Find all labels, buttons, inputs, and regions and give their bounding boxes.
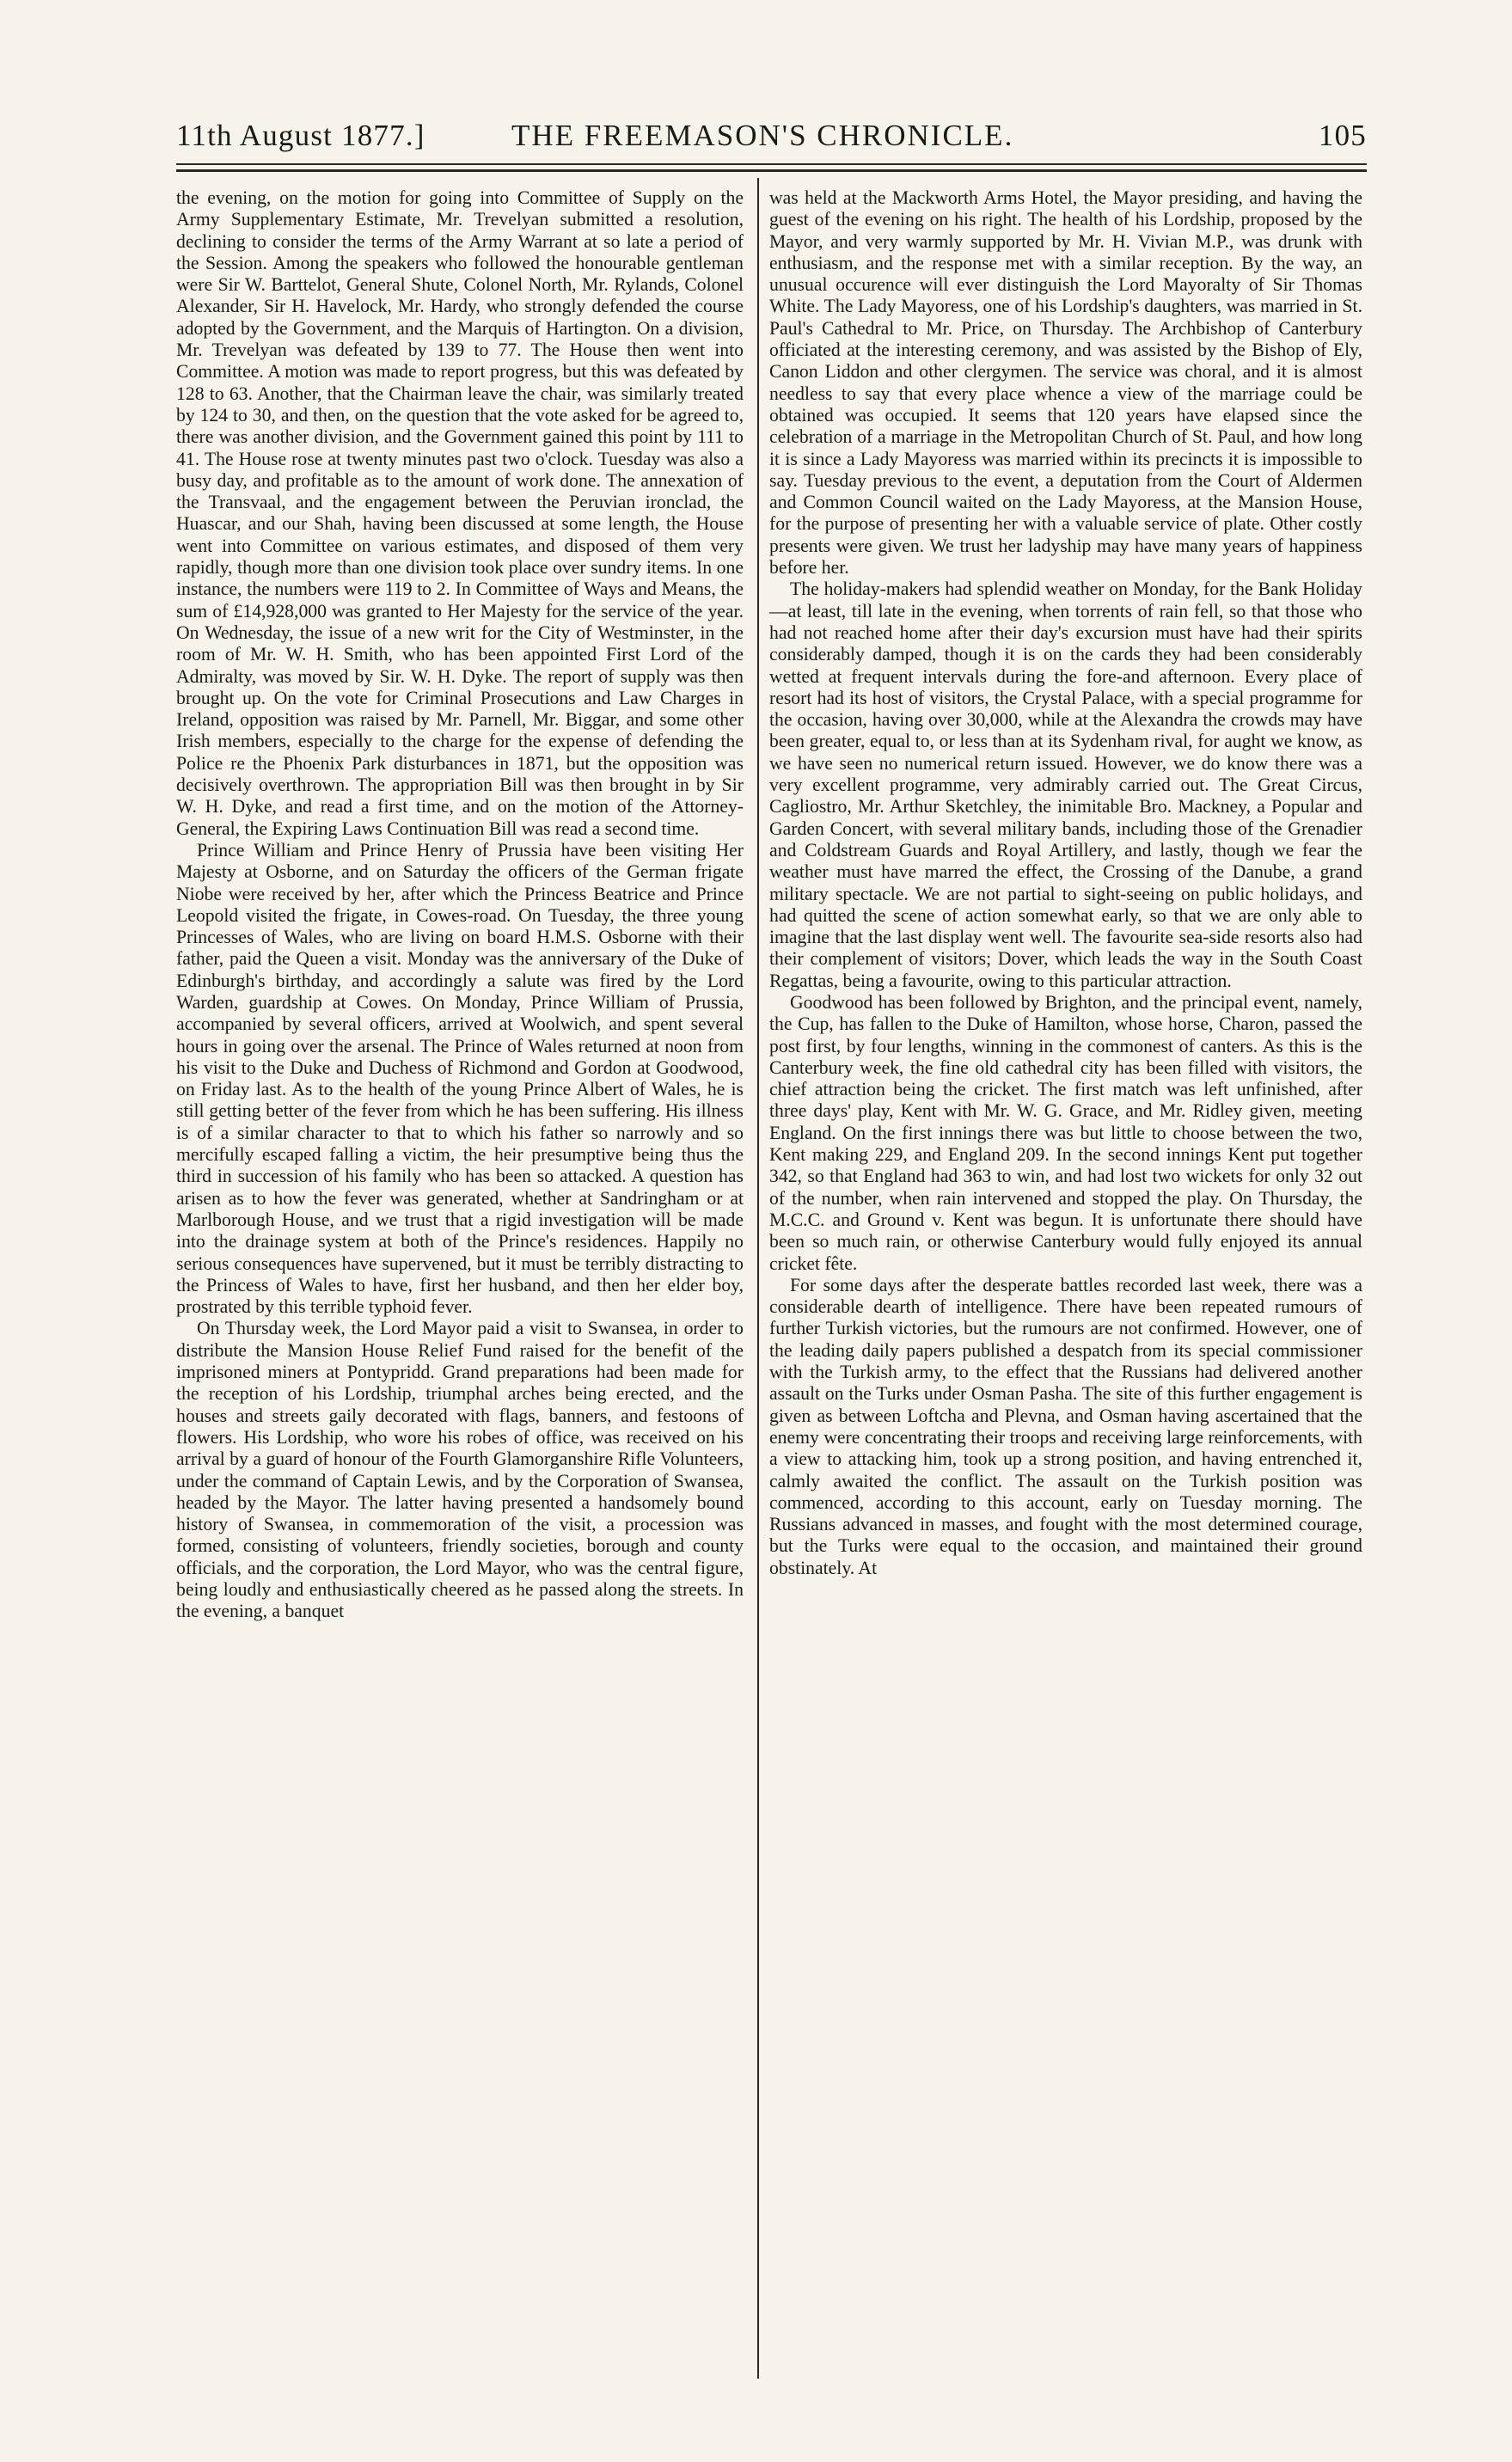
header-rule — [176, 163, 1367, 165]
column-divider — [757, 178, 759, 2379]
paragraph: On Thursday week, the Lord Mayor paid a visit to Swansea, in order to distribute the Mansion House Relief Fund raised for the benefit of the imprisoned miners at Pontypridd. Grand preparations had been made for the reception of his Lordship, triumphal arches being erected, and the houses and streets gaily decorated with flags, banners, and festoons of flowers. His Lordship, who wore his robes of office, was received on his arrival by a guard of honour of the Fourth Glamorganshire Rifle Volunteers, under the command of Captain Lewis, and by the Corporation of Swansea, headed by the Mayor. The latter having presented a handsomely bound history of Swansea, in commemoration of the visit, a procession was formed, consisting of volunteers, friendly societies, borough and county officials, and the corporation, the Lord Mayor, who was the central figure, being loudly and enthusiastically cheered as he passed along the streets. In the evening, a banquet — [176, 1318, 744, 1622]
header-rule-thick — [176, 169, 1367, 172]
paragraph: For some days after the desperate battles recorded last week, there was a considerable dearth of intelligence. There have been repeated rumours of further Turkish victories, but the rumours are not confirmed. However, one of the leading daily papers published a despatch from its special commissioner with the Turkish army, to the effect that the Russians had delivered another assault on the Turks under Osman Pasha. The site of this further engagement is given as between Loftcha and Plevna, and Osman having ascertained that the enemy were concentrating their troops and receiving large reinforcements, with a view to attacking him, took up a strong position, and having entrenched it, calmly awaited the conflict. The assault on the Turkish position was commenced, according to this account, early on Tuesday morning. The Russians advanced in masses, and fought with the most determined courage, but the Turks were equal to the occasion, and maintained their ground obstinately. At — [769, 1274, 1362, 1578]
paragraph: Prince William and Prince Henry of Prussia have been visiting Her Majesty at Osborne, and on Saturday the officers of the German frigate Niobe were received by her, after which the Princess Beatrice and Prince Leopold visited the frigate, in Cowes-road. On Tuesday, the three young Princesses of Wales, who are living on board H.M.S. Osborne with their father, paid the Queen a visit. Monday was the anniversary of the Duke of Edinburgh's birthday, and accordingly a salute was fired by the Lord Warden, guardship at Cowes. On Monday, Prince William of Prussia, accompanied by several officers, arrived at Woolwich, and spent several hours in going over the arsenal. The Prince of Wales returned at noon from his visit to the Duke and Duchess of Richmond and Gordon at Goodwood, on Friday last. As to the health of the young Prince Albert of Wales, he is still getting better of the fever from which he has been suffering. His illness is of a similar character to that to which his father so narrowly and so mercifully escaped falling a victim, the heir presumptive being thus the third in succession of his family who has been so attacked. A question has arisen as to how the fever was generated, whether at Sandringham or at Marlborough House, and we trust that a rigid investigation will be made into the drainage system at both of the Prince's residences. Happily no serious consequences have supervened, but it must be terribly distracting to the Princess of Wales to have, first her husband, and then her elder boy, prostrated by this terrible typhoid fever. — [176, 839, 744, 1318]
paragraph: the evening, on the motion for going into Committee of Supply on the Army Supplementary Estimate, Mr. Trevelyan submitted a resolution, declining to consider the terms of the Army Warrant at so late a period of the Session. Among the speakers who followed the honourable gentleman were Sir W. Barttelot, General Shute, Colonel North, Mr. Rylands, Colonel Alexander, Sir H. Havelock, Mr. Hardy, who strongly defended the course adopted by the Government, and the Marquis of Hartington. On a division, Mr. Trevelyan was defeated by 139 to 77. The House then went into Committee. A motion was made to report progress, but this was defeated by 128 to 63. Another, that the Chairman leave the chair, was similarly treated by 124 to 30, and then, on the question that the vote asked for be agreed to, there was another division, and the Government gained this point by 111 to 41. The House rose at twenty minutes past two o'clock. Tuesday was also a busy day, and profitable as to the amount of work done. The annexation of the Transvaal, and the engagement between the Peruvian ironclad, the Huascar, and our Shah, having been discussed at some length, the House went into Committee on various estimates, and disposed of them very rapidly, though more than one division took place over sundry items. In one instance, the numbers were 119 to 2. In Committee of Ways and Means, the sum of £14,928,000 was granted to Her Majesty for the service of the year. On Wednesday, the issue of a new writ for the City of Westminster, in the room of Mr. W. H. Smith, who has been appointed First Lord of the Admiralty, was moved by Sir. W. H. Dyke. The report of supply was then brought up. On the vote for Criminal Prosecutions and Law Charges in Ireland, opposition was raised by Mr. Parnell, Mr. Biggar, and some other Irish members, especially to the charge for the expense of defending the Police re the Phoenix Park disturbances in 1871, but the opposition was decisively overthrown. The appropriation Bill was then brought in by Sir W. H. Dyke, and read a first time, and on the motion of the Attorney-General, the Expiring Laws Continuation Bill was read a second time. — [176, 187, 744, 839]
left-column — [176, 187, 744, 1623]
right-column — [769, 187, 1362, 1579]
paragraph: Goodwood has been followed by Brighton, and the principal event, namely, the Cup, has fallen to the Duke of Hamilton, whose horse, Charon, passed the post first, by four lengths, winning in the commonest of canters. As this is the Canterbury week, the fine old cathedral city has been filled with visitors, the chief attraction being the cricket. The first match was left unfinished, after three days' play, Kent with Mr. W. G. Grace, and Mr. Ridley given, meeting England. On the first innings there was but little to choose between the two, Kent making 229, and England 209. In the second innings Kent put together 342, so that England had 363 to win, and had lost two wickets for only 32 out of the number, when rain intervened and stopped the play. On Thursday, the M.C.C. and Ground v. Kent was begun. It is unfortunate there should have been so much rain, or otherwise Canterbury would fully enjoyed its annual cricket fête. — [769, 991, 1362, 1274]
issue-date: 11th August 1877.] — [176, 119, 425, 152]
page-header — [176, 119, 1367, 162]
paragraph: The holiday-makers had splendid weather on Monday, for the Bank Holiday—at least, till late in the evening, when torrents of rain fell, so that those who had not reached home after their day's excursion must have had their spirits considerably damped, though it is on the cards they had been considerably wetted at frequent intervals during the fore-and afternoon. Every place of resort had its host of visitors, the Crystal Palace, with a special programme for the occasion, having over 30,000, while at the Alexandra the crowds may have been greater, equal to, or less than at its Sydenham rival, for aught we know, as we have seen no numerical return issued. However, we do know there was a very excellent programme, very admirably carried out. The Great Circus, Cagliostro, Mr. Arthur Sketchley, the inimitable Bro. Mackney, a Popular and Garden Concert, with several military bands, including those of the Grenadier and Coldstream Guards and Royal Artillery, and lastly, though we fear the weather must have marred the effect, the Crossing of the Danube, a grand military spectacle. We are not partial to sight-seeing on public holidays, and had quitted the scene of action somewhat early, so that we are only able to imagine that the last display went well. The favourite sea-side resorts also had their complement of visitors; Dover, which leads the way in the South Coast Regattas, being a favourite, owing to this particular attraction. — [769, 579, 1362, 991]
masthead-title: THE FREEMASON'S CHRONICLE. — [511, 119, 1014, 152]
paragraph: was held at the Mackworth Arms Hotel, the Mayor presiding, and having the guest of the evening on his right. The health of his Lordship, proposed by the Mayor, and very warmly supported by Mr. H. Vivian M.P., was drunk with enthusiasm, and the response met with a similar reception. By the way, an unusual occurence will ever distinguish the Lord Mayoralty of Sir Thomas White. The Lady Mayoress, one of his Lordship's daughters, was married in St. Paul's Cathedral to Mr. Price, on Thursday. The Archbishop of Canterbury officiated at the interesting ceremony, and was assisted by the Bishop of Ely, Canon Liddon and other clergymen. The service was choral, and it is almost needless to say that every place whence a view of the marriage could be obtained was occupied. It seems that 120 years have elapsed since the celebration of a marriage in the Metropolitan Church of St. Paul, and how long it is since a Lady Mayoress was married within its precincts it is impossible to say. Tuesday previous to the event, a deputation from the Court of Aldermen and Common Council waited on the Lady Mayoress, at the Mansion House, for the purpose of presenting her with a valuable service of plate. Other costly presents were given. We trust her ladyship may have many years of happiness before her. — [769, 187, 1362, 579]
page-number: 105 — [1318, 119, 1367, 152]
